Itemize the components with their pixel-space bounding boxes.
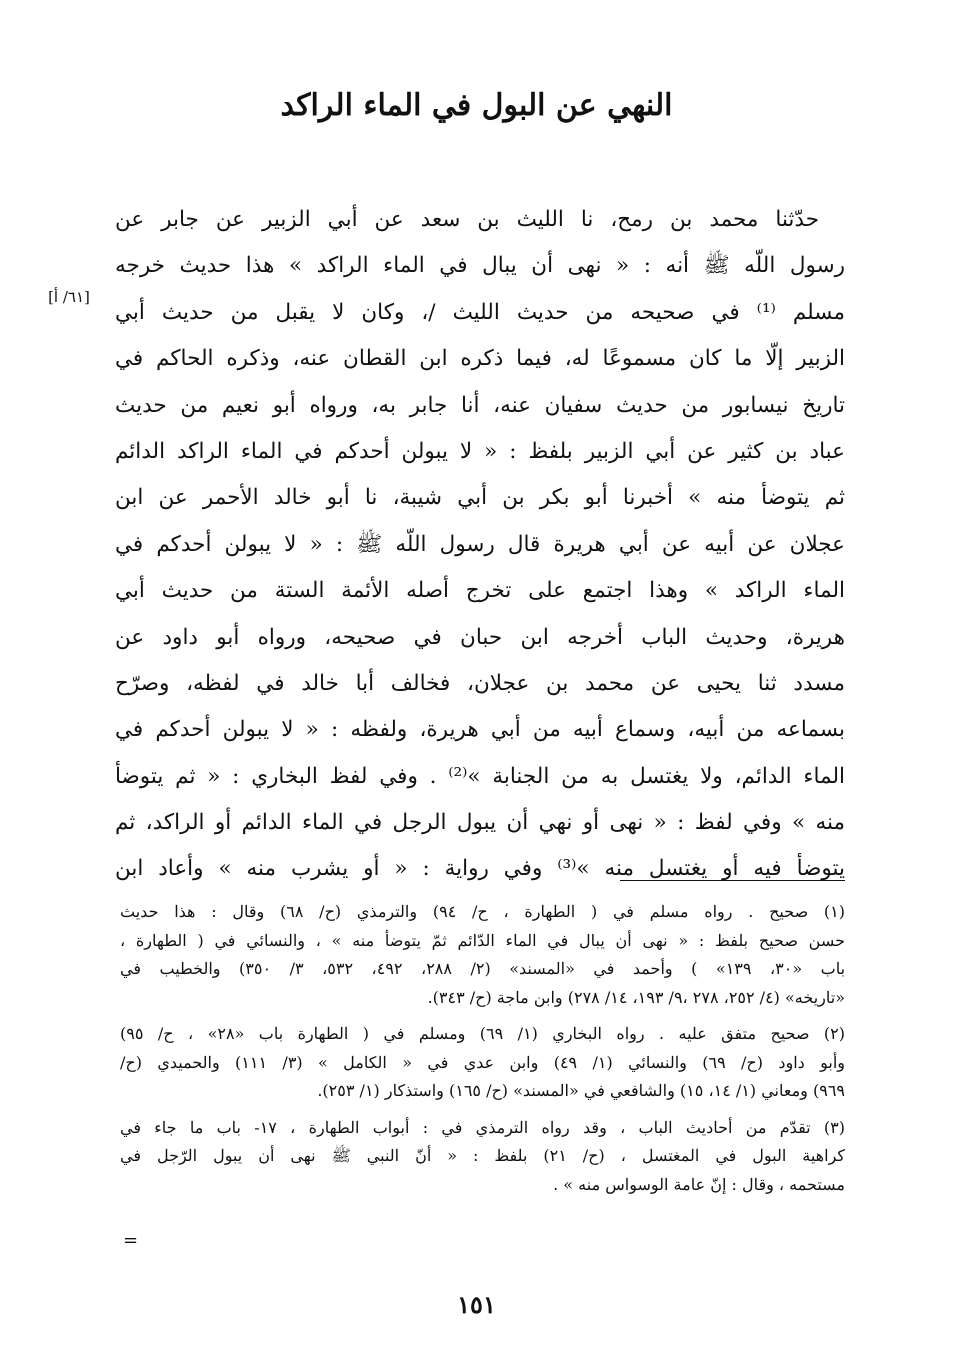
- footnote-line: باب «٣٠، ١٣٩» ) وأحمد في «المسند» (٢/ ٢٨٨، ٤٩٢، ٥٣٢، ٣/ ٣٥٠) والخطيب في: [120, 959, 845, 978]
- body-line: رسول اللّه ﷺ أنه : « نهى أن يبال في الماء الراكد » هذا حديث خرجه: [115, 253, 845, 279]
- body-line: عباد بن كثير عن أبي الزبير بلفظ : « لا يبولن أحدكم في الماء الراكد الدائم: [115, 438, 845, 464]
- footnote-line: (٣) تقدّم من أحاديث الباب ، وقد رواه الترمذي في : أبواب الطهارة ، ١٧- باب ما جاء في: [120, 1117, 845, 1137]
- body-line: منه » وفي لفظ : « نهى أو نهي أن يبول الرجل في الماء الدائم أو الراكد، ثم: [115, 810, 845, 836]
- footnote-line: كراهية البول في المغتسل ، (ح/ ٢١) بلفظ : « أنّ النبي ﷺ نهى أن يبول الرّجل في: [120, 1146, 845, 1165]
- body-line: هريرة، وحديث الباب أخرجه ابن حبان في صحيحه، ورواه أبو داود عن: [115, 624, 845, 650]
- body-line: مسدد ثنا يحيى عن محمد بن عجلان، فخالف أبا خالد في لفظه، وصرّح: [115, 670, 845, 696]
- footnote-line: «تاريخه» (٤/ ٢٥٢، ٢٧٨ ،٩/ ١٩٣، ١٤/ ٢٧٨) وابن ماجة (ح/ ٣٤٣).: [427, 987, 845, 1007]
- body-line: حدّثنا محمد بن رمح، نا الليث بن سعد عن أبي الزبير عن جابر عن: [115, 207, 819, 232]
- body-line: ثم يتوضأ منه » أخبرنا أبو بكر بن أبي شيبة، نا أبو خالد الأحمر عن ابن: [115, 485, 845, 511]
- footnotes: [120, 898, 845, 1207]
- chapter-title: النهي عن البول في الماء الراكد: [280, 88, 673, 123]
- body-line: عجلان عن أبيه عن أبي هريرة قال رسول اللّه ﷺ : « لا يبولن أحدكم في: [115, 531, 845, 557]
- footnote-line: (٢) صحيح متفق عليه . رواه البخاري (١/ ٦٩) ومسلم في ( الطهارة باب «٢٨» ، ح/ ٩٥): [120, 1024, 845, 1043]
- footnote-line: وأبو داود (ح/ ٦٩) والنسائي (١/ ٤٩) وابن عدي في « الكامل » (٣/ ١١١) والحميدي (ح/: [120, 1052, 845, 1072]
- body-line: يتوضأ فيه أو يغتسل منه »⁽³⁾ وفي رواية : « أو يشرب منه » وأعاد ابن: [115, 856, 845, 882]
- footnote-line: (١) صحيح . رواه مسلم في ( الطهارة ، ح/ ٩٤) والترمذي (ح/ ٦٨) وقال : هذا حديث: [120, 902, 845, 921]
- body-line: تاريخ نيسابور من حديث سفيان عنه، أنا جابر به، ورواه أبو نعيم من حديث: [115, 392, 845, 418]
- body-line: الماء الدائم، ولا يغتسل به من الجنابة »⁽²⁾ . وفي لفظ البخاري : « ثم يتوضأ: [115, 763, 845, 789]
- footnote-line: مستحمه ، وقال : إنّ عامة الوسواس منه » .: [553, 1174, 845, 1194]
- footnote-2: [120, 1020, 845, 1106]
- footnote-line: حسن صحيح بلفظ : « نهى أن يبال في الماء الدّائم ثمّ يتوضأ منه » ، والنسائي في ( الطهارة ،: [120, 930, 845, 950]
- footnote-3: [120, 1114, 845, 1200]
- continuation-mark: =: [123, 1230, 139, 1251]
- footnote-separator: [620, 880, 845, 881]
- body-line: الزبير إلّا ما كان مسموعًا له، فيما ذكره ابن القطان عنه، وذكره الحاكم في: [115, 346, 845, 372]
- body-line: الماء الراكد » وهذا اجتمع على تخرج أصله الأئمة الستة من حديث أبي: [115, 578, 845, 604]
- body-text: [115, 197, 845, 893]
- body-line: بسماعه من أبيه، وسماع أبيه من أبي هريرة، ولفظه : « لا يبولن أحدكم في: [115, 717, 845, 743]
- page-number: ١٥١: [457, 1290, 496, 1319]
- footnote-1: [120, 898, 845, 1012]
- footnote-line: ٩٦٩) ومعاني (١/ ١٤، ١٥) والشافعي في «المسند» (ح/ ١٦٥) واستذكار (١/ ٢٥٣).: [317, 1081, 845, 1100]
- margin-folio-reference: [٦١/ أ]: [48, 288, 90, 306]
- body-line: مسلم ⁽¹⁾ في صحيحه من حديث الليث /، وكان لا يقبل من حديث أبي: [115, 299, 845, 325]
